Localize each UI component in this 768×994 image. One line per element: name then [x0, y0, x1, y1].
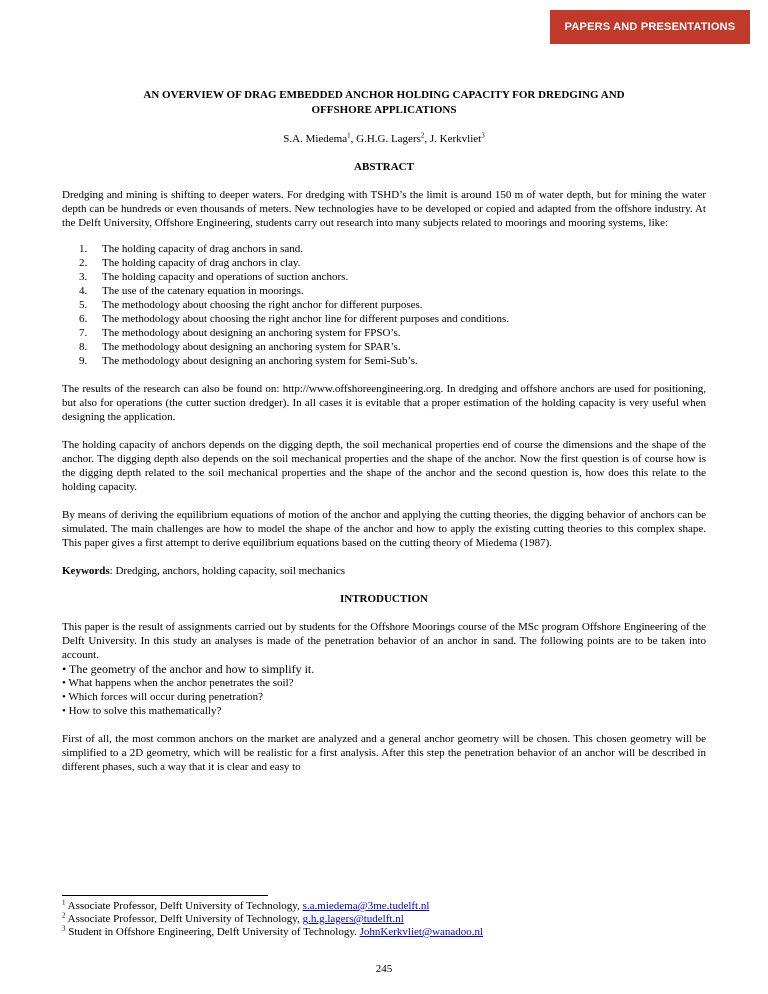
research-topic-list	[62, 242, 706, 368]
keywords-text: : Dredging, anchors, holding capacity, soil mechanics	[109, 565, 346, 577]
paper-body	[62, 88, 706, 774]
list-item: 4. The use of the catenary equation in moorings.	[90, 284, 706, 298]
footnote-divider	[62, 895, 268, 896]
footnote-text: Associate Professor, Delft University of Technology,	[67, 900, 303, 912]
list-item: 6. The methodology about choosing the right anchor line for different purposes and conditions.	[90, 312, 706, 326]
author-affil-sup: 1	[347, 131, 351, 140]
list-item: 8. The methodology about designing an anchoring system for SPAR’s.	[90, 340, 706, 354]
list-item: • The geometry of the anchor and how to simplify it.	[62, 662, 315, 676]
author-email-link[interactable]: g.h.g.lagers@tudelft.nl	[302, 913, 404, 925]
list-item: • What happens when the anchor penetrates the soil?	[62, 677, 294, 689]
abstract-paragraph: The results of the research can also be found on: http://www.offshoreengineering.org. In dredging and offshore anchors are used for positioning, but also for operations (the cutter suction dredger). In all cases it is evitable that a proper estimation of the holding capacity is very useful when designing the application.	[62, 383, 706, 423]
author-name: J. Kerkvliet	[429, 133, 482, 145]
list-item: • Which forces will occur during penetration?	[62, 691, 263, 703]
abstract-heading: ABSTRACT	[354, 161, 414, 173]
keywords	[62, 564, 706, 578]
section-badge: PAPERS AND PRESENTATIONS	[550, 10, 750, 44]
author-email-link[interactable]: JohnKerkvliet@wanadoo.nl	[359, 926, 484, 938]
list-item: • How to solve this mathematically?	[62, 705, 222, 717]
list-item: 3. The holding capacity and operations of suction anchors.	[90, 270, 706, 284]
abstract-paragraph: Dredging and mining is shifting to deeper waters. For dredging with TSHD’s the limit is around 150 m of water depth, but for mining the water depth can be hundreds or even thousands of meters. New technologies have to be developed or copied and adapted from the offshore industry. At the Delft University, Offshore Engineering, students carry out research into many subjects related to moorings and mooring systems, like:	[62, 189, 706, 229]
footnote-text: Student in Offshore Engineering, Delft University of Technology.	[68, 926, 360, 938]
footnotes	[62, 895, 706, 939]
title-line-2: OFFSHORE APPLICATIONS	[311, 104, 457, 116]
footnote-text: Associate Professor, Delft University of Technology,	[67, 913, 303, 925]
keywords-label: Keywords	[62, 565, 110, 577]
abstract-paragraph: By means of deriving the equilibrium equations of motion of the anchor and applying the cutting theories, the digging behavior of anchors can be simulated. The main challenges are how to model the shape of the anchor and how to apply the existing cutting theories to this complex shape. This paper gives a first attempt to derive equilibrium equations based on the cutting theory of Miedema (1987).	[62, 509, 706, 549]
page-number: 245	[375, 963, 393, 975]
introduction-paragraph: This paper is the result of assignments carried out by students for the Offshore Moorings course of the MSc program Offshore Engineering of the Delft University. In this study an analyses is made of the penetration behavior of an anchor in sand. The following points are to be taken into account.	[62, 621, 706, 661]
list-item: 2. The holding capacity of drag anchors in clay.	[90, 256, 706, 270]
author-name: G.H.G. Lagers	[356, 133, 421, 145]
author-name: S.A. Miedema	[283, 133, 348, 145]
author-list: S.A. Miedema$^1$, G.H.G. Lagers$^2$, J. Kerkvliet$^3$	[283, 131, 485, 145]
introduction-heading: INTRODUCTION	[339, 593, 428, 605]
author-affil-sup: 3	[481, 131, 485, 140]
list-item: 1. The holding capacity of drag anchors in sand.	[90, 242, 706, 256]
title-line-1: AN OVERVIEW OF DRAG EMBEDDED ANCHOR HOLDING CAPACITY FOR DREDGING AND	[143, 89, 625, 101]
list-item: 9. The methodology about designing an anchoring system for Semi-Sub’s.	[90, 354, 706, 368]
penetration-points-list	[62, 662, 706, 718]
footnote-number: 3	[62, 924, 66, 933]
paper-title	[102, 88, 666, 118]
abstract-paragraph: The holding capacity of anchors depends on the digging depth, the soil mechanical properties end of course the dimensions and the shape of the anchor. The digging depth also depends on the soil mechanical properties and the shape of the anchor. Now the first question is of course how is the digging depth related to the soil mechanical properties and the shape of the anchor and the second question is, how does this relate to the holding capacity.	[62, 439, 706, 493]
footnote	[62, 913, 706, 926]
list-item: 5. The methodology about choosing the right anchor for different purposes.	[90, 298, 706, 312]
footnote-number: 2	[62, 911, 66, 920]
author-affil-sup: 2	[420, 131, 425, 140]
footnote-number: 1	[62, 898, 66, 907]
introduction-paragraph: First of all, the most common anchors on the market are analyzed and a general anchor geometry will be chosen. This chosen geometry will be simplified to a 2D geometry, which will be realistic for a first analysis. After this step the penetration behavior of an anchor will be described in different phases, such a way that it is clear and easy to	[62, 733, 706, 773]
footnote	[62, 926, 706, 939]
author-email-link[interactable]: s.a.miedema@3me.tudelft.nl	[302, 900, 430, 912]
footnote	[62, 900, 706, 913]
list-item: 7. The methodology about designing an anchoring system for FPSO’s.	[90, 326, 706, 340]
